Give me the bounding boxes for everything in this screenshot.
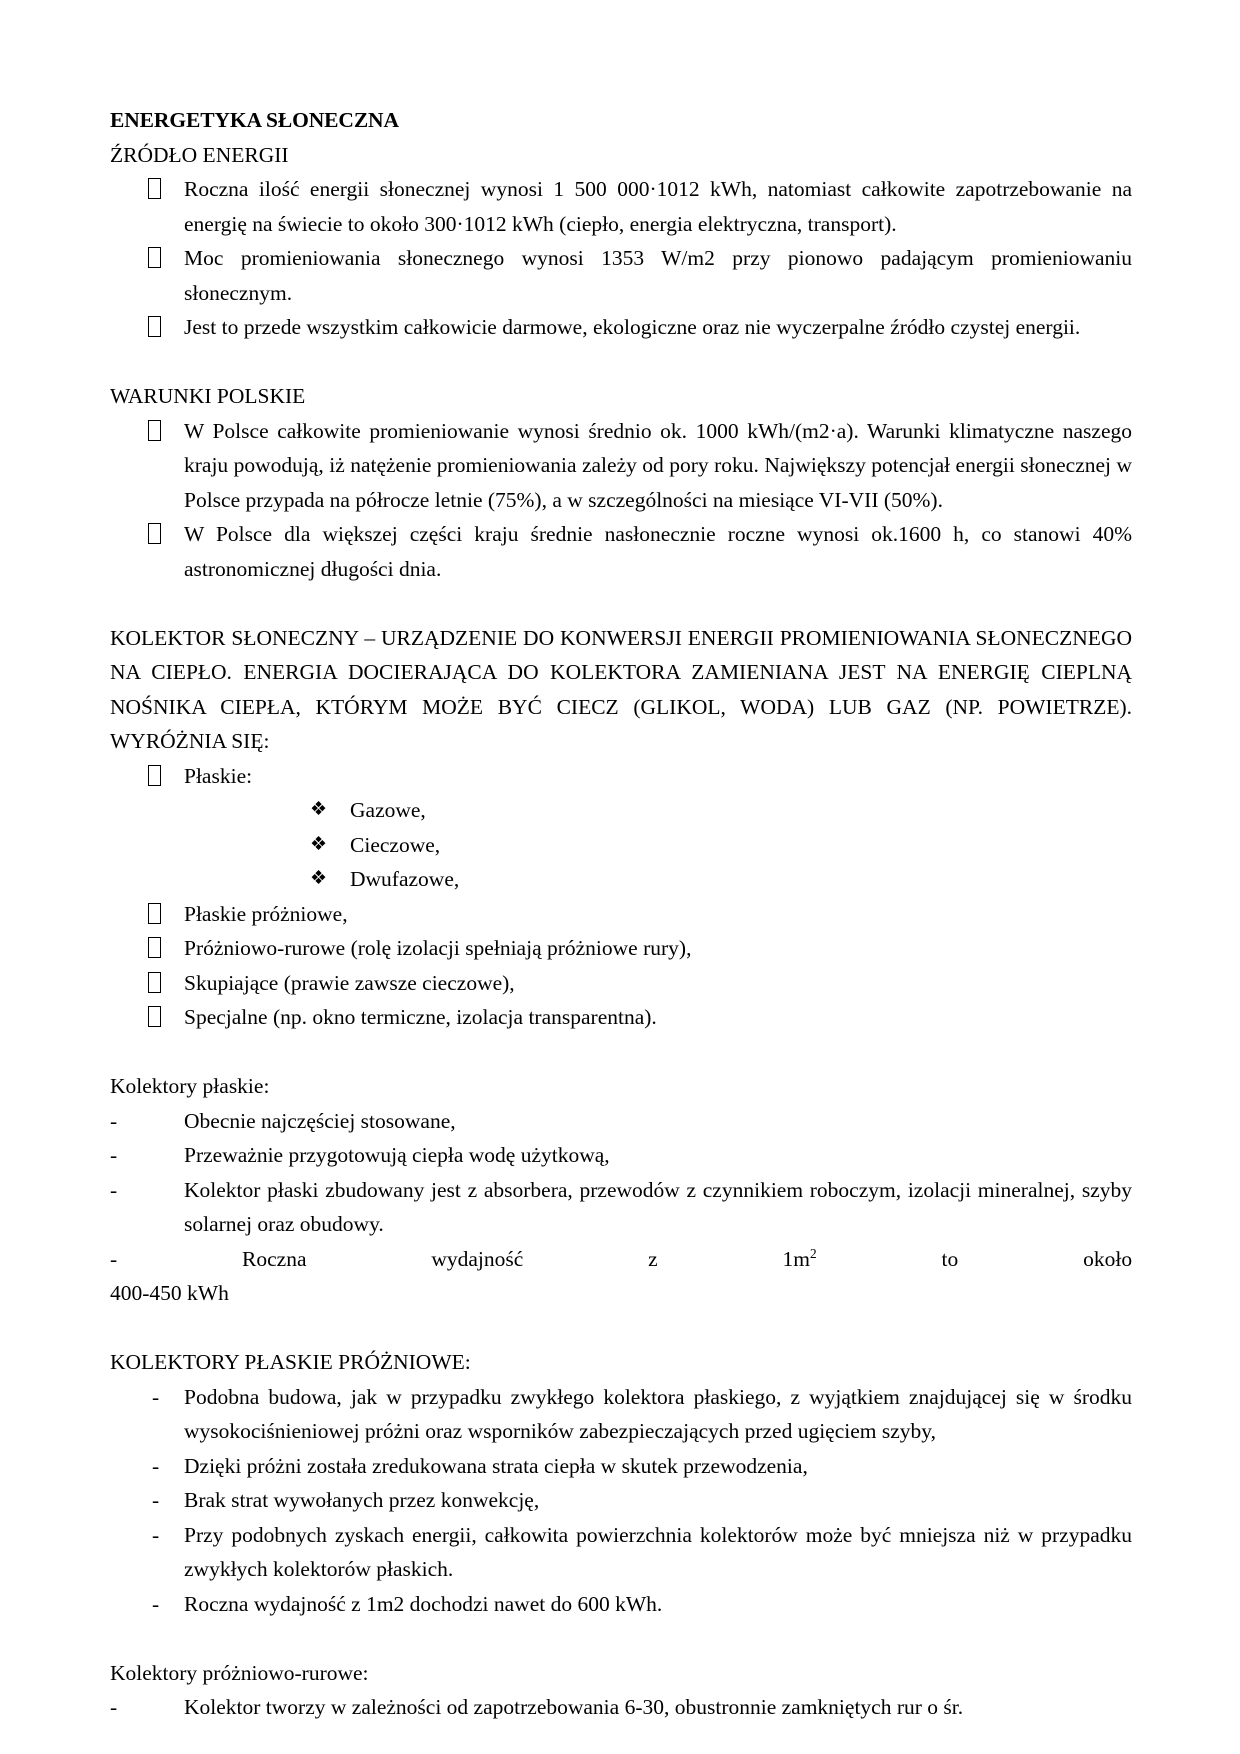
list-energy-source [110, 172, 1132, 345]
yield-word: to [941, 1246, 959, 1271]
dash-bullet-icon: - [110, 1695, 118, 1719]
paragraph-spacer [110, 1035, 1132, 1070]
list-item-text: Jest to przede wszystkim całkowicie darmowe, ekologiczne oraz nie wyczerpalne źródło czystej energii. [184, 315, 1081, 339]
list-flat-vacuum-collectors [110, 1380, 1132, 1622]
tofu-bullet-icon [148, 316, 161, 337]
list-item-text: Gazowe, [350, 798, 426, 822]
list-item [110, 1483, 1132, 1518]
list-item-text: W Polsce dla większej części kraju średnie nasłonecznie roczne wynosi ok.1600 h, co stanowi 40% astronomicznej długości dnia. [184, 522, 1132, 581]
list-item [110, 1690, 1132, 1725]
tofu-bullet-icon [148, 523, 161, 544]
list-item-text: Roczna wydajność z 1m2 dochodzi nawet do 600 kWh. [184, 1591, 663, 1616]
list-item [110, 1518, 1132, 1587]
dash-bullet-icon: - [152, 1453, 160, 1478]
tofu-bullet-icon [148, 178, 161, 199]
diamond-bullet-icon: ❖ [310, 799, 328, 820]
tofu-bullet-icon [148, 420, 161, 441]
list-item-text: Obecnie najczęściej stosowane, [184, 1108, 456, 1133]
list-item [110, 1173, 1132, 1242]
list-item-text: Cieczowe, [350, 832, 441, 857]
list-item-text: Roczna ilość energii słonecznej wynosi 1 500 000·1012 kWh, natomiast całkowite zapotrzebowanie na energię na świecie to około 300·1012 kWh (ciepło, energia elektryczna, transport). [184, 177, 1132, 236]
list-item-text: Dzięki próżni została zredukowana strata ciepła w skutek przewodzenia, [184, 1453, 808, 1478]
yield-word: około [1083, 1246, 1133, 1271]
list-item [110, 310, 1132, 345]
list-item-yield [110, 1242, 1132, 1311]
tofu-bullet-icon [148, 1006, 161, 1027]
yield-area-unit: $1m^2$ [782, 1245, 817, 1271]
list-item-text: Kolektor tworzy w zależności od zapotrzebowania 6-30, obustronnie zamkniętych rur o śr. [184, 1695, 964, 1719]
paragraph-spacer [110, 345, 1132, 380]
list-item [110, 897, 1132, 932]
yield-word: Roczna [242, 1246, 307, 1271]
list-item-text: Dwufazowe, [350, 867, 460, 891]
list-item-text: Płaskie: [184, 763, 253, 788]
heading-polish-conditions: WARUNKI POLSKIE [110, 384, 306, 408]
list-item [110, 241, 1132, 310]
yield-word: wydajność [431, 1246, 524, 1271]
list-item [110, 862, 1132, 897]
heading-flat-vacuum-collectors: KOLEKTORY PŁASKIE PRÓŻNIOWE: [110, 1350, 471, 1374]
list-item [110, 759, 1132, 794]
list-item [110, 517, 1132, 586]
yield-second-line: 400-450 kWh [110, 1281, 229, 1305]
list-item-text: Podobna budowa, jak w przypadku zwykłego kolektora płaskiego, z wyjątkiem znajdującej się w środku wysokociśnieniowej próżni oraz wsporników zabezpieczających przed ugięciem szyby, [184, 1384, 1132, 1443]
list-item [110, 414, 1132, 518]
heading-flat-collectors: Kolektory płaskie: [110, 1074, 270, 1098]
tofu-bullet-icon [148, 903, 161, 924]
list-item-text: Płaskie próżniowe, [184, 901, 348, 926]
list-item-text: Przeważnie przygotowują ciepła wodę użytkową, [184, 1143, 610, 1167]
list-item [110, 172, 1132, 241]
list-item [110, 1380, 1132, 1449]
paragraph-spacer [110, 1311, 1132, 1346]
heading-energy-source: ŹRÓDŁO ENERGII [110, 142, 289, 167]
list-collector-types-flat [110, 759, 1132, 794]
list-item-text: Brak strat wywołanych przez konwekcję, [184, 1488, 540, 1512]
heading-vacuum-tube-collectors: Kolektory próżniowo-rurowe: [110, 1660, 369, 1685]
list-item [110, 1104, 1132, 1139]
paragraph-collector-definition: KOLEKTOR SŁONECZNY – URZĄDZENIE DO KONWERSJI ENERGII PROMIENIOWANIA SŁONECZNEGO NA CIEPŁO. ENERGIA DOCIERAJĄCA DO KOLEKTORA ZAMIENIANA JEST NA ENERGIĘ CIEPLNĄ NOŚNIKA CIEPŁA, KTÓRYM MOŻE BYĆ CIECZ (GLIKOL, WODA) LUB GAZ (NP. POWIETRZE). WYRÓŻNIA SIĘ: [110, 625, 1132, 753]
list-flat-subtypes [110, 793, 1132, 897]
list-item [110, 1449, 1132, 1484]
list-item [110, 966, 1132, 1001]
tofu-bullet-icon [148, 937, 161, 958]
list-item-text: Moc promieniowania słonecznego wynosi 1353 W/m2 przy pionowo padającym promieniowaniu słonecznym. [184, 246, 1132, 305]
paragraph-spacer [110, 1621, 1132, 1656]
document-body [110, 103, 1132, 1725]
list-flat-collectors [110, 1104, 1132, 1311]
dash-bullet-icon: - [152, 1488, 160, 1512]
list-polish-conditions [110, 414, 1132, 587]
dash-bullet-icon: - [110, 1246, 118, 1271]
list-item-text: Skupiające (prawie zawsze cieczowe), [184, 970, 515, 995]
list-item [110, 1138, 1132, 1173]
dash-bullet-icon: - [110, 1108, 118, 1133]
dash-bullet-icon: - [152, 1522, 160, 1547]
yield-line [110, 1242, 1132, 1277]
list-item [110, 931, 1132, 966]
dash-bullet-icon: - [152, 1591, 160, 1616]
list-item [110, 828, 1132, 863]
tofu-bullet-icon [148, 972, 161, 993]
list-item [110, 1000, 1132, 1035]
list-item [110, 1587, 1132, 1622]
list-item-text [184, 1173, 1132, 1242]
paragraph-spacer [110, 586, 1132, 621]
list-item-text: Przy podobnych zyskach energii, całkowita powierzchnia kolektorów może być mniejsza niż w przypadku zwykłych kolektorów płaskich. [184, 1522, 1132, 1581]
list-item-text: Próżniowo-rurowe (rolę izolacji spełniają próżniowe rury), [184, 936, 692, 960]
page-title: ENERGETYKA SŁONECZNA [110, 108, 399, 132]
list-item [110, 793, 1132, 828]
list-collector-types-rest [110, 897, 1132, 1035]
superscript-two: 2 [810, 1245, 817, 1261]
diamond-bullet-icon: ❖ [310, 833, 328, 855]
tofu-bullet-icon [148, 765, 161, 786]
yield-word: z [648, 1246, 658, 1271]
list-item-text: W Polsce całkowite promieniowanie wynosi średnio ok. 1000 kWh/(m2·a). Warunki klimatyczne naszego kraju powodują, iż natężenie promieniowania zależy od pory roku. Największy potencjał energii słonecznej w Polsce przypada na półrocze letnie (75%), a w szczególności na miesiące VI-VII (50%). [184, 418, 1132, 512]
diamond-bullet-icon: ❖ [310, 868, 328, 889]
dash-bullet-icon: - [152, 1384, 160, 1409]
list-item-text-inner: Kolektor płaski zbudowany jest z absorbera, przewodów z czynnikiem roboczym, izolacji mineralnej, szyby solarnej oraz obudowy. [184, 1177, 1132, 1236]
list-item-text: Specjalne (np. okno termiczne, izolacja transparentna). [184, 1005, 657, 1029]
dash-bullet-icon: - [110, 1177, 118, 1202]
tofu-bullet-icon [148, 247, 161, 268]
list-vacuum-tube-collectors [110, 1690, 1132, 1725]
dash-bullet-icon: - [110, 1143, 118, 1167]
